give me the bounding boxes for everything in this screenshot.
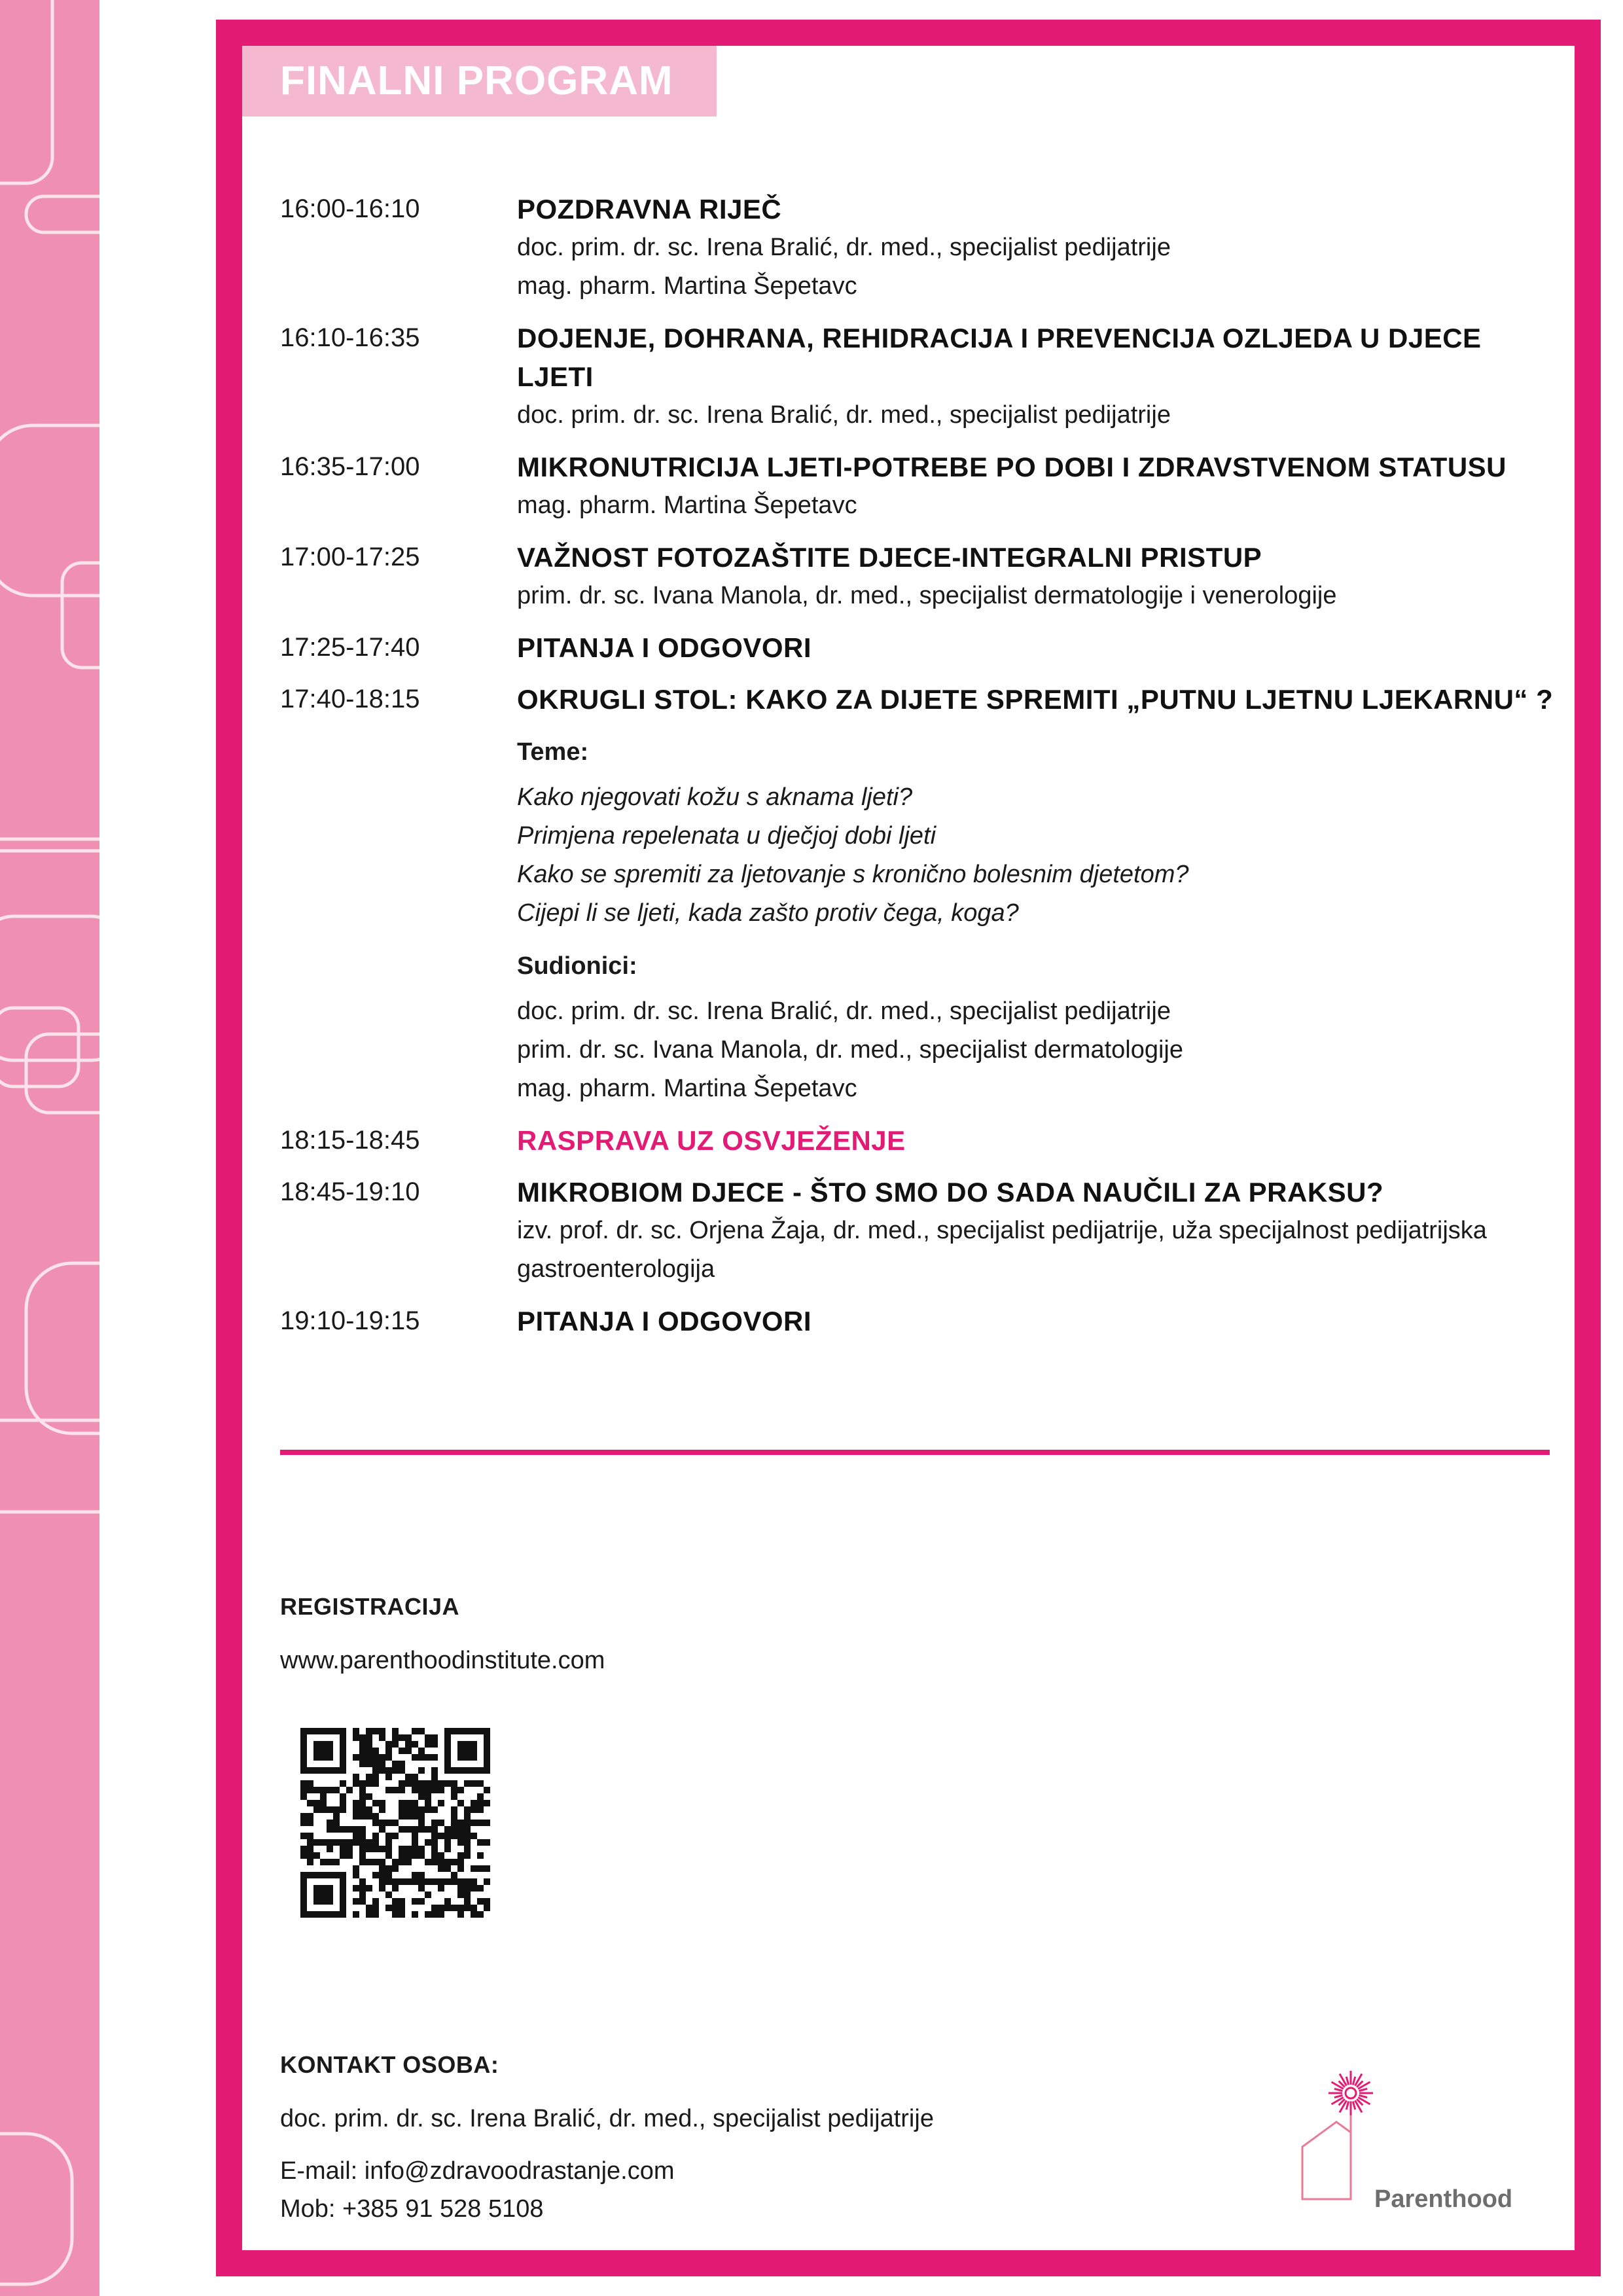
page-title: FINALNI PROGRAM <box>242 46 717 117</box>
session-time: 16:00-16:10 <box>280 194 420 223</box>
topic-item: Cijepi li se ljeti, kada zašto protiv čega, koga? <box>517 899 1019 927</box>
session-title: RASPRAVA UZ OSVJEŽENJE <box>517 1125 906 1156</box>
logo-wordmark: Parenthood <box>1374 2185 1513 2213</box>
program-item <box>280 628 1560 667</box>
session-speaker: mag. pharm. Martina Šepetavc <box>517 492 857 519</box>
contact-person: doc. prim. dr. sc. Irena Bralić, dr. med., specijalist pedijatrije <box>280 2105 934 2132</box>
session-title: OKRUGLI STOL: KAKO ZA DIJETE SPREMITI „PUTNU LJETNU LJEKARNU“ ? <box>517 684 1554 715</box>
topic-item: Kako njegovati kožu s aknama ljeti? <box>517 783 913 811</box>
session-title: VAŽNOST FOTOZAŠTITE DJECE-INTEGRALNI PRISTUP <box>517 542 1262 573</box>
session-time: 17:00-17:25 <box>280 543 420 571</box>
session-time: 18:45-19:10 <box>280 1177 420 1206</box>
participant-item: mag. pharm. Martina Šepetavc <box>517 1075 857 1102</box>
decorative-side-strip <box>0 0 99 2296</box>
session-time: 17:25-17:40 <box>280 633 420 662</box>
program-schedule <box>280 190 1560 1354</box>
program-item <box>280 538 1560 615</box>
program-item <box>280 319 1560 435</box>
session-title: MIKROBIOM DJECE - ŠTO SMO DO SADA NAUČILI ZA PRAKSU? <box>517 1177 1384 1208</box>
session-speaker: doc. prim. dr. sc. Irena Bralić, dr. med., specijalist pedijatrije <box>517 401 1171 429</box>
program-item <box>280 1302 1560 1340</box>
session-time: 17:40-18:15 <box>280 685 420 713</box>
topic-item: Kako se spremiti za ljetovanje s kronično bolesnim djetetom? <box>517 861 1189 888</box>
session-speaker: prim. dr. sc. Ivana Manola, dr. med., specijalist dermatologije i venerologije <box>517 582 1337 609</box>
topic-item: Primjena repelenata u dječjoj dobi ljeti <box>517 822 936 850</box>
session-speaker: mag. pharm. Martina Šepetavc <box>517 272 857 300</box>
program-item <box>280 1173 1560 1289</box>
contact-email[interactable]: E-mail: info@zdravoodrastanje.com <box>280 2157 675 2185</box>
participant-item: doc. prim. dr. sc. Irena Bralić, dr. med., specijalist pedijatrije <box>517 997 1171 1025</box>
registration-heading: REGISTRACIJA <box>280 1593 460 1620</box>
session-time: 18:15-18:45 <box>280 1126 420 1155</box>
participants-heading: Sudionici: <box>517 952 637 980</box>
session-title: DOJENJE, DOHRANA, REHIDRACIJA I PREVENCIJA OZLJEDA U DJECE LJETI <box>517 323 1482 392</box>
program-item <box>280 1121 1560 1160</box>
session-time: 19:10-19:15 <box>280 1306 420 1335</box>
section-divider <box>280 1450 1550 1455</box>
program-item-round-table <box>280 680 1560 1108</box>
session-title: PITANJA I ODGOVORI <box>517 632 812 663</box>
session-speaker: izv. prof. dr. sc. Orjena Žaja, dr. med., specijalist pedijatrije, uža specijalnost pedijatrijska gastroenterologija <box>517 1217 1487 1283</box>
session-speaker: doc. prim. dr. sc. Irena Bralić, dr. med., specijalist pedijatrije <box>517 234 1171 261</box>
session-title: POZDRAVNA RIJEČ <box>517 194 782 224</box>
session-title: PITANJA I ODGOVORI <box>517 1306 812 1336</box>
contact-heading: KONTAKT OSOBA: <box>280 2051 499 2078</box>
participant-item: prim. dr. sc. Ivana Manola, dr. med., specijalist dermatologije <box>517 1036 1184 1064</box>
session-time: 16:35-17:00 <box>280 452 420 481</box>
session-title: MIKRONUTRICIJA LJETI-POTREBE PO DOBI I ZDRAVSTVENOM STATUSU <box>517 452 1507 482</box>
qr-code[interactable] <box>300 1728 490 1918</box>
session-time: 16:10-16:35 <box>280 323 420 352</box>
program-item <box>280 448 1560 525</box>
topics-heading: Teme: <box>517 738 589 766</box>
contact-phone[interactable]: Mob: +385 91 528 5108 <box>280 2195 544 2223</box>
registration-link[interactable]: www.parenthoodinstitute.com <box>280 1647 605 1674</box>
program-item <box>280 190 1560 306</box>
